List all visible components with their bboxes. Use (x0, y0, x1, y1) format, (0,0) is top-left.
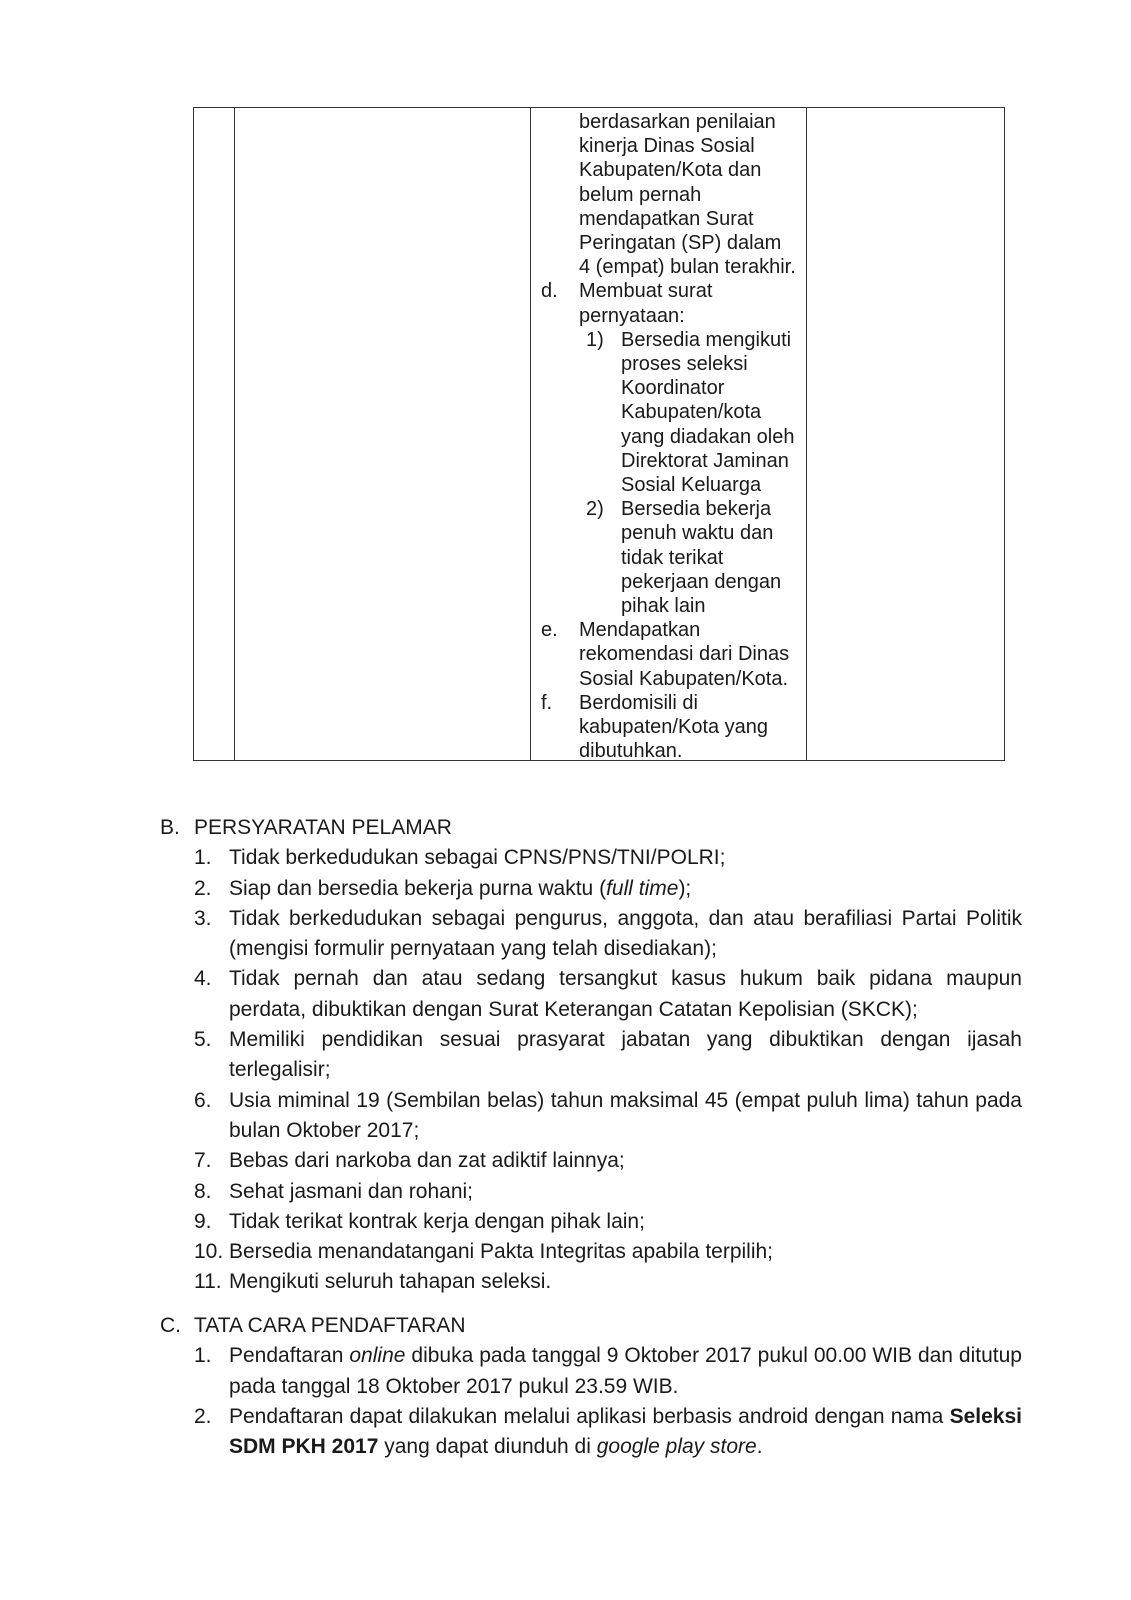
list-item-d (541, 279, 821, 303)
list-item-f (541, 691, 821, 715)
text-line: dibutuhkan. (579, 740, 683, 763)
list-marker: f. (541, 691, 553, 714)
item-text-part: Pendaftaran dapat dilakukan melalui aplikasi berbasis android dengan nama (229, 1404, 950, 1428)
table-column-divider (530, 108, 531, 760)
item-text: Memiliki pendidikan sesuai prasyarat jabatan yang dibuktikan dengan ijasah terlegalisir; (229, 1028, 1022, 1082)
section-heading (160, 1311, 1022, 1341)
item-text (229, 1341, 1022, 1402)
item-text-italic: online (349, 1344, 406, 1368)
list-item (160, 843, 1022, 873)
list-item (160, 1402, 1022, 1463)
list-item (160, 1146, 1022, 1176)
requirements-cell (541, 110, 821, 763)
text-line: 4 (empat) bulan terakhir. (579, 256, 796, 279)
item-text: Bebas dari narkoba dan zat adiktif lainnya; (229, 1149, 625, 1173)
text-line: Bersedia bekerja (621, 498, 772, 521)
text-line: proses seleksi (621, 353, 748, 376)
item-text: Tidak berkedudukan sebagai pengurus, anggota, dan atau berafiliasi Partai Politik (mengisi formulir pernyataan yang telah disediakan); (229, 906, 1022, 961)
list-item (160, 1237, 1022, 1267)
text-line: Bersedia mengikuti (621, 328, 792, 351)
app-name: Seleksi SDM PKH 2017 (229, 1404, 1022, 1459)
item-number: 11. (194, 1270, 222, 1294)
text-line: Kabupaten/kota (621, 401, 762, 424)
item-number: 5. (194, 1028, 212, 1052)
list-marker: e. (541, 619, 558, 642)
text-line: Peringatan (SP) dalam (579, 232, 782, 255)
item-number: 2. (194, 1404, 212, 1428)
text-line: yang diadakan oleh (621, 425, 795, 448)
list-item (160, 1025, 1022, 1086)
text-line: pernyataan: (579, 304, 685, 327)
section-persyaratan-pelamar (160, 813, 1022, 1298)
list-item (160, 1086, 1022, 1147)
text-line: kinerja Dinas Sosial (579, 135, 755, 158)
item-text-italic: full time (606, 876, 679, 900)
item-number: 10. (194, 1240, 224, 1264)
text-line: penuh waktu dan (621, 522, 774, 545)
list-item (160, 874, 1022, 904)
text-line: Sosial Keluarga (621, 474, 762, 497)
list-item (160, 1207, 1022, 1237)
item-number: 1. (194, 846, 212, 870)
list-item (160, 904, 1022, 965)
item-text: Tidak pernah dan atau sedang tersangkut kasus hukum baik pidana maupun perdata, dibuktikan dengan Surat Keterangan Catatan Kepolisian (SKCK); (229, 967, 1022, 1021)
item-number: 3. (194, 906, 212, 930)
item-number: 7. (194, 1149, 212, 1173)
item-text-part: ); (678, 876, 692, 900)
requirements-table (193, 107, 1005, 761)
section-title: TATA CARA PENDAFTARAN (194, 1314, 466, 1337)
list-item (160, 1177, 1022, 1207)
item-text-part: Siap dan bersedia bekerja purna waktu ( (229, 876, 607, 900)
text-line: pihak lain (621, 595, 706, 618)
section-tata-cara-pendaftaran (160, 1311, 1022, 1462)
text-line: berdasarkan penilaian (579, 111, 776, 133)
item-number: 1. (194, 1344, 212, 1368)
item-text-part: yang dapat diunduh di (378, 1435, 597, 1459)
list-marker: 1) (586, 328, 604, 351)
text-line: Direktorat Jaminan (621, 449, 789, 472)
item-text: Tidak terikat kontrak kerja dengan pihak lain; (229, 1209, 645, 1233)
registration-list (160, 1341, 1022, 1462)
list-item-e (541, 618, 821, 642)
text-line: tidak terikat (621, 546, 724, 569)
text-line: Sosial Kabupaten/Kota. (579, 667, 789, 690)
item-number: 8. (194, 1179, 212, 1203)
text-line: Membuat surat (579, 280, 713, 303)
sub-item-1 (541, 328, 821, 352)
item-number: 6. (194, 1088, 212, 1112)
list-item (160, 1267, 1022, 1297)
item-text: Bersedia menandatangani Pakta Integritas apabila terpilih; (229, 1240, 774, 1264)
item-text-part: . (756, 1435, 763, 1459)
requirements-list (160, 843, 1022, 1297)
item-number: 4. (194, 967, 212, 991)
item-text (229, 1402, 1022, 1463)
list-item (160, 964, 1022, 1025)
item-text-part: dibuka pada tanggal 9 Oktober 2017 pukul 00.00 WIB dan ditutup pada tanggal 18 Oktober 2017 pukul 23.59 WIB. (229, 1344, 1022, 1398)
sub-item-2 (541, 497, 821, 521)
text-line: belum pernah (579, 183, 702, 206)
section-letter: C. (160, 1314, 181, 1337)
store-name: google play store (596, 1435, 757, 1459)
text-line: Kabupaten/Kota dan (579, 159, 762, 182)
table-column-divider (234, 108, 235, 760)
text-line: Koordinator (621, 377, 725, 400)
text-line: mendapatkan Surat (579, 207, 754, 230)
section-title: PERSYARATAN PELAMAR (194, 816, 452, 839)
text-line: pekerjaan dengan (621, 570, 782, 593)
item-text: Sehat jasmani dan rohani; (229, 1179, 473, 1203)
list-item (160, 1341, 1022, 1402)
text-line: rekomendasi dari Dinas (579, 643, 790, 666)
item-number: 9. (194, 1209, 212, 1233)
item-text: Usia miminal 19 (Sembilan belas) tahun maksimal 45 (empat puluh lima) tahun pada bulan Oktober 2017; (229, 1088, 1022, 1142)
text-line: kabupaten/Kota yang (579, 716, 769, 739)
item-text: Mengikuti seluruh tahapan seleksi. (229, 1270, 552, 1294)
item-text: Tidak berkedudukan sebagai CPNS/PNS/TNI/POLRI; (229, 846, 726, 870)
text-line: Berdomisili di (579, 691, 698, 714)
list-marker: 2) (586, 498, 604, 521)
item-text (229, 874, 1022, 904)
section-letter: B. (160, 816, 180, 839)
item-text-part: Pendaftaran (229, 1344, 350, 1368)
item-number: 2. (194, 876, 212, 900)
section-heading (160, 813, 1022, 843)
list-marker: d. (541, 280, 558, 303)
text-line: Mendapatkan (579, 619, 701, 642)
